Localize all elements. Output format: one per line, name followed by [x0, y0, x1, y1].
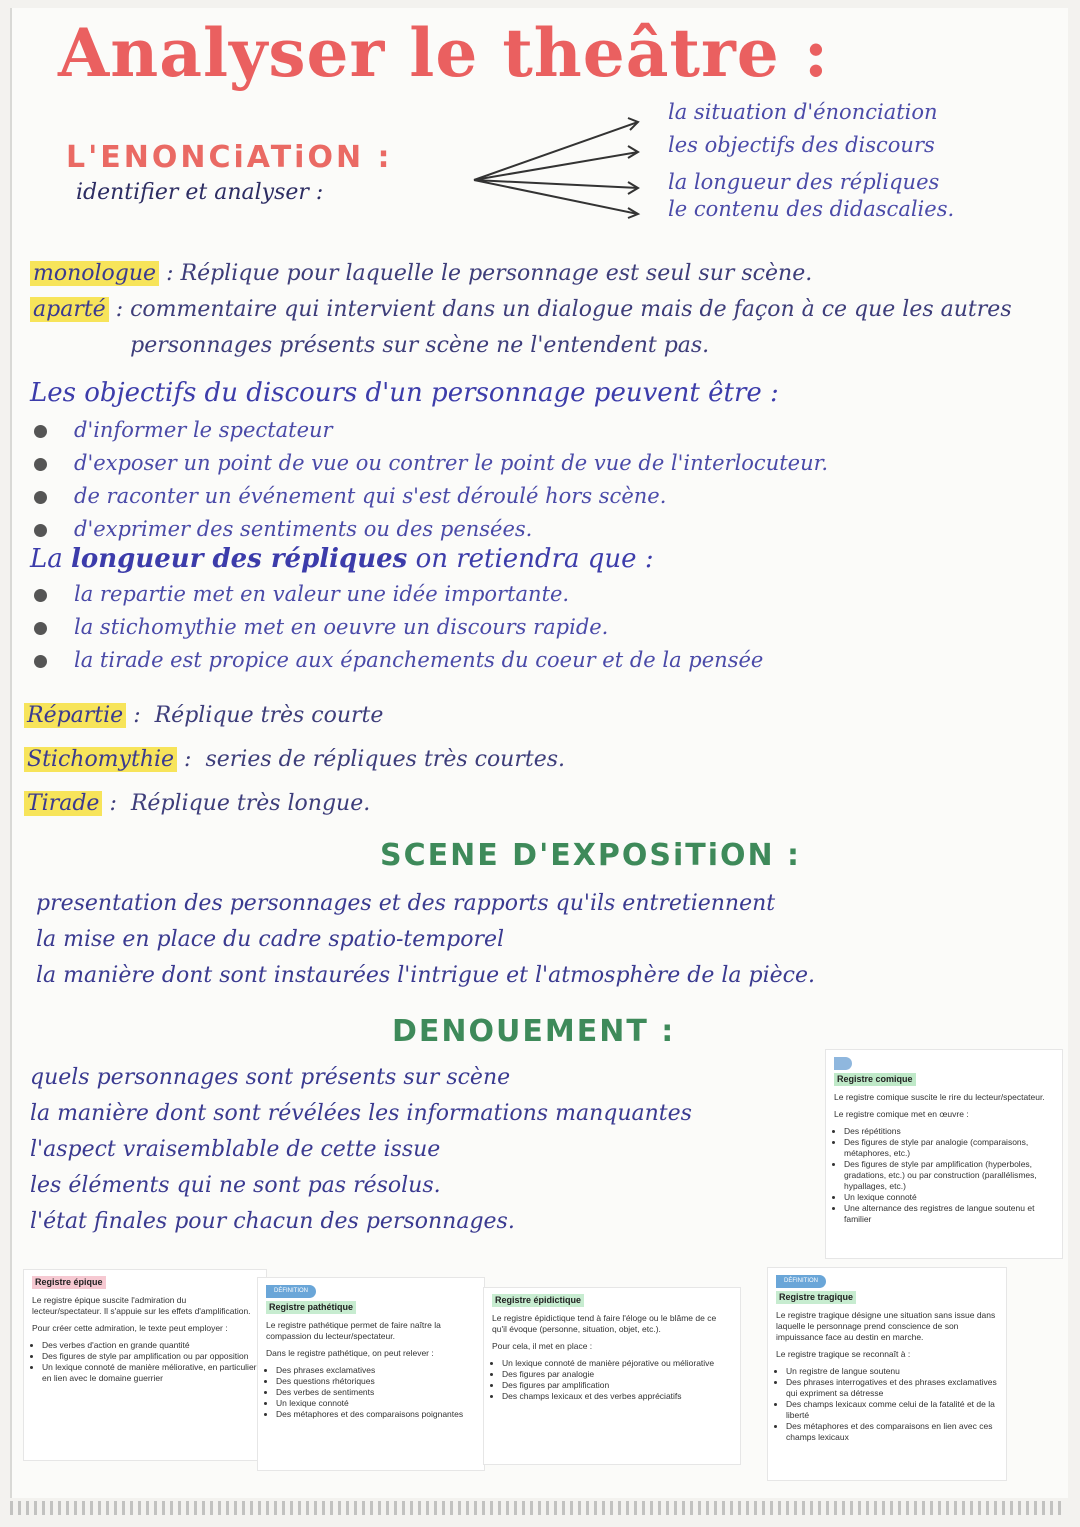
text-line: quels personnages sont présents sur scène	[30, 1065, 511, 1090]
card-registre-pathetique	[258, 1278, 484, 1470]
list-item: d'informer le spectateur	[30, 414, 1030, 447]
denouement-heading: DENOUEMENT :	[392, 1014, 676, 1049]
list-item: de raconter un événement qui s'est déroulé hors scène.	[30, 480, 1030, 513]
text-line: les éléments qui ne sont pas résolus.	[30, 1173, 441, 1198]
definition-row: aparté : commentaire qui intervient dans un dialogue mais de façon à ce que les autres personnages présents sur scène ne l'entendent pas.	[30, 292, 1050, 364]
card-item: • Des répétitions	[844, 1126, 1054, 1137]
card-item: • Des figures de style par amplification (hyperboles, gradations, etc.) ou par construction (parallélismes, hypallages, etc.)	[844, 1159, 1054, 1192]
definitions-block-1	[30, 256, 1050, 364]
card-text: Dans le registre pathétique, on peut relever :	[266, 1348, 434, 1358]
definition-term: aparté	[30, 297, 109, 322]
card-registre-tragique	[768, 1268, 1006, 1480]
card-item: • Des phrases exclamatives	[276, 1365, 476, 1376]
card-title: Registre tragique	[776, 1291, 856, 1304]
enonciation-item: les objectifs des discours	[668, 133, 935, 157]
enonciation-item: le contenu des didascalies.	[668, 197, 955, 221]
longueur-heading-a: La	[30, 544, 63, 574]
card-item: • Des figures par amplification	[502, 1380, 732, 1391]
card-item: • Des questions rhétoriques	[276, 1376, 476, 1387]
text-line: la manière dont sont instaurées l'intrigue et l'atmosphère de la pièce.	[36, 963, 815, 988]
objectifs-heading: Les objectifs du discours d'un personnage peuvent être :	[30, 378, 779, 408]
exposition-heading: SCENE D'EXPOSiTiON :	[380, 838, 802, 873]
arrow-fan-icon	[470, 110, 650, 220]
card-text: Le registre tragique se reconnaît à :	[776, 1349, 911, 1359]
definition-text: Réplique très longue.	[130, 791, 371, 816]
definition-term: monologue	[30, 261, 159, 286]
definition-text: Réplique pour laquelle le personnage est seul sur scène.	[180, 261, 813, 286]
text-line: l'état finales pour chacun des personnages.	[30, 1209, 515, 1234]
card-title: Registre épidictique	[492, 1294, 584, 1307]
card-item: • Un registre de langue soutenu	[786, 1366, 998, 1377]
card-item: • Des métaphores et des comparaisons en lien avec ces champs lexicaux	[786, 1421, 998, 1443]
card-tag: DÉFINITION	[776, 1275, 826, 1288]
list-item: la repartie met en valeur une idée importante.	[30, 578, 1030, 611]
list-item: d'exposer un point de vue ou contrer le point de vue de l'interlocuteur.	[30, 447, 1030, 480]
exposition-lines	[36, 886, 1036, 994]
card-text: Pour créer cette admiration, le texte peut employer :	[32, 1323, 228, 1333]
text-line: la mise en place du cadre spatio-temporel	[36, 927, 505, 952]
card-item: • Des figures par analogie	[502, 1369, 732, 1380]
definition-term: Tirade	[24, 791, 102, 816]
enonciation-item: la situation d'énonciation	[668, 100, 938, 124]
card-registre-comique	[826, 1050, 1062, 1258]
definition-row: Répartie : Réplique très courte	[24, 694, 565, 738]
list-item: d'exprimer des sentiments ou des pensées.	[30, 513, 1030, 546]
enonciation-item: la longueur des répliques	[668, 170, 940, 194]
card-registre-epidictique	[484, 1288, 740, 1464]
card-text: Le registre comique met en œuvre :	[834, 1109, 969, 1119]
enonciation-subheading: identifier et analyser :	[76, 180, 324, 205]
definitions-block-2	[24, 694, 565, 826]
enonciation-heading: L'ENONCiATiON :	[66, 140, 393, 175]
definition-term: Répartie	[24, 703, 126, 728]
page-title: Analyser le theâtre :	[58, 14, 830, 92]
card-item: • Un lexique connoté	[276, 1398, 476, 1409]
text-line: l'aspect vraisemblable de cette issue	[30, 1137, 441, 1162]
card-item: • Des figures de style par analogie (comparaisons, métaphores, etc.)	[844, 1137, 1054, 1159]
card-item: • Des champs lexicaux comme celui de la fatalité et de la liberté	[786, 1399, 998, 1421]
card-text: Pour cela, il met en place :	[492, 1341, 593, 1351]
card-item: • Des verbes de sentiments	[276, 1387, 476, 1398]
list-item: la stichomythie met en oeuvre un discours rapide.	[30, 611, 1030, 644]
definition-text: commentaire qui intervient dans un dialogue mais de façon à ce que les autres personnages présents sur scène ne l'entendent pas.	[130, 297, 1012, 358]
card-title: Registre comique	[834, 1073, 916, 1086]
list-item: la tirade est propice aux épanchements du coeur et de la pensée	[30, 644, 1030, 677]
card-item: • Un lexique connoté de manière méliorative, en particulier en lien avec le domaine guerrier	[42, 1362, 258, 1384]
denouement-lines	[30, 1060, 820, 1240]
card-registre-epique	[24, 1270, 266, 1460]
definition-text: Réplique très courte	[154, 703, 384, 728]
card-text: Le registre pathétique permet de faire naître la compassion du lecteur/spectateur.	[266, 1320, 441, 1341]
card-item: • Un lexique connoté	[844, 1192, 1054, 1203]
spiral-binding	[10, 1501, 1066, 1515]
card-item: • Une alternance des registres de langue soutenu et familier	[844, 1203, 1054, 1225]
card-title: Registre épique	[32, 1276, 106, 1289]
objectifs-list	[30, 414, 1030, 546]
card-text: Le registre épidictique tend à faire l'éloge ou le blâme de ce qu'il évoque (personne, situation, objet, etc.).	[492, 1313, 717, 1334]
enonciation-list	[668, 96, 954, 226]
definition-term: Stichomythie	[24, 747, 177, 772]
card-item: • Un lexique connoté de manière péjorative ou méliorative	[502, 1358, 732, 1369]
longueur-heading	[30, 544, 654, 574]
card-tag	[834, 1057, 852, 1070]
card-item: • Des métaphores et des comparaisons poignantes	[276, 1409, 476, 1420]
longueur-list	[30, 578, 1030, 677]
card-text: Le registre comique suscite le rire du lecteur/spectateur.	[834, 1092, 1045, 1102]
text-line: la manière dont sont révélées les informations manquantes	[30, 1101, 692, 1126]
card-item: • Des phrases interrogatives et des phrases exclamatives qui expriment sa détresse	[786, 1377, 998, 1399]
longueur-heading-b: longueur des répliques	[71, 544, 408, 574]
card-text: Le registre tragique désigne une situation sans issue dans laquelle le personnage prend conscience de son impuissance face au destin en marche.	[776, 1310, 996, 1342]
definition-text: series de répliques très courtes.	[205, 747, 566, 772]
definition-row: Tirade : Réplique très longue.	[24, 782, 565, 826]
card-title: Registre pathétique	[266, 1301, 356, 1314]
card-item: • Des champs lexicaux et des verbes appréciatifs	[502, 1391, 732, 1402]
definition-row: monologue : Réplique pour laquelle le personnage est seul sur scène.	[30, 256, 1050, 292]
longueur-heading-c: on retiendra que :	[415, 544, 654, 574]
card-item: • Des verbes d'action en grande quantité	[42, 1340, 258, 1351]
card-text: Le registre épique suscite l'admiration du lecteur/spectateur. Il s'appuie sur les effets d'amplification.	[32, 1295, 251, 1316]
definition-row: Stichomythie : series de répliques très courtes.	[24, 738, 565, 782]
text-line: presentation des personnages et des rapports qu'ils entretiennent	[36, 891, 776, 916]
card-tag: DÉFINITION	[266, 1285, 316, 1298]
card-item: • Des figures de style par amplification ou par opposition	[42, 1351, 258, 1362]
